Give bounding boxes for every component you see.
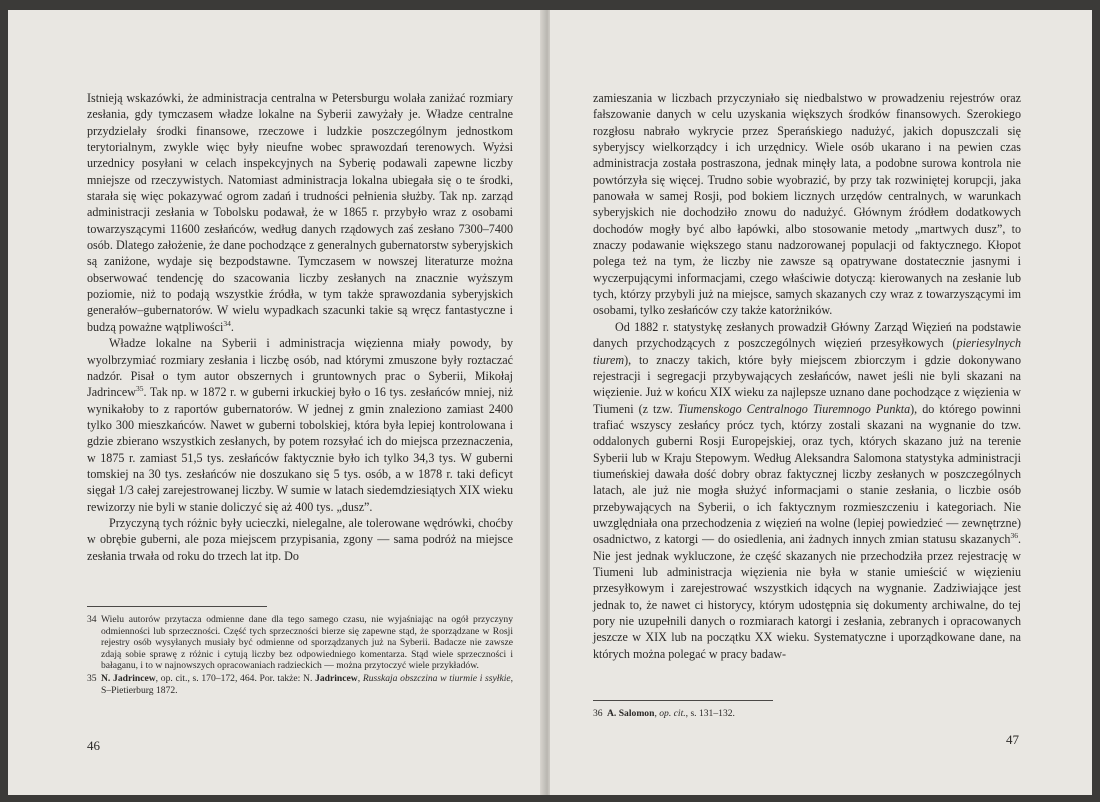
footnote: 36 A. Salomon, op. cit., s. 131–132. (593, 708, 735, 719)
footnote: 35 N. Jadrincew, op. cit., s. 170–172, 464. Por. także: N. Jadrincew, Russkaja obszczina w tiurmie i ssyłkie, S–Pietierburg 1872. (87, 672, 514, 696)
paragraph: Władze lokalne na Syberii i administracja więzienna miały powody, by wyolbrzymiać rozmiary zesłania i liczbę osób, nad którymi zmuszone były roztaczać nadzór. Pisał o tym autor obszernych i gruntownych prac o Syberii, Mikołaj Jadrincew$^{35}$. Tak np. w 1872 r. w guberni irkuckiej było o 16 tys. zesłańców mniej, niż wynikałoby to z raportów gubernatorów. W jednej z gmin znaleziono zamiast 2400 tylko 300 mieszkańców. Nawet w guberni tobolskiej, która była lepiej kontrolowana i gdzie zbierano wszystkich zesłanych, by potem rozsyłać ich do miejsca przeznaczenia, w 1875 r. zamiast 51,5 tys. zesłańców faktycznie było ich tylko 34,3 tys. W guberni tomskiej na 30 tys. zesłańców nie doszukano się 5 tys. osób, a w 1878 r. taki deficyt sięgał 1/3 całej zarejestrowanej liczby. W sumie w latach siedemdziesiątych XIX wieku rewizorzy nie byli w stanie doliczyć się aż 400 tys. „dusz”. (87, 336, 513, 514)
footnotes (87, 614, 513, 697)
paragraph: Przyczyną tych różnic były ucieczki, nielegalne, ale tolerowane wędrówki, choćby w obrębie guberni, ale poza miejscem przypisania, zgony — sama podróż na miejsce zesłania trwała od roku do trzech lat itp. Do (87, 515, 513, 563)
footnote-number: 34 (87, 614, 97, 625)
left-page-body (87, 90, 513, 564)
footnote-number: 36 (593, 708, 603, 719)
left-page (8, 10, 546, 795)
footnotes (593, 708, 1021, 721)
footnote-divider (593, 700, 773, 701)
page-number: 46 (87, 738, 100, 753)
footnote-divider (87, 606, 267, 607)
footnote-text: Wielu autorów przytacza odmienne dane dla tego samego czasu, nie wyjaśniając na ogół przyczyny odmienności lub sprzeczności. Część tych sprzeczności bierze się zapewne stąd, że sporządzane w Rosji rejestry osób wysyłanych musiały być odmienne od sporządzanych już na Syberii. Badacze nie zawsze zdają sobie sprawę z różnic i cytują liczby bez odpowiedniego komentarza. Stąd wiele sprzeczności i bałaganu, i to w najnowszych opracowaniach radzieckich — można przytoczyć wiele przykładów. (101, 614, 513, 672)
paragraph: zamieszania w liczbach przyczyniało się niedbalstwo w prowadzeniu rejestrów oraz fałszowanie danych w celu uzyskania większych środków finansowych. Szerokiego rozgłosu nabrało wykrycie przez Sperańskiego nadużyć, jakich dopuszczali się syberyjscy wielkorządcy i ich urzędnicy. Wiele osób ukarano i na pewien czas administracja została postraszona, jednak minęły lata, a podobne surowa kontrola nie powtórzyła się więcej. Trudno sobie wyobrazić, by przy tak rozwiniętej korupcji, jaka panowała w samej Rosji, pod bokiem licznych urzędów centralnych, w warunkach syberyjskich nie dochodziło znowu do nadużyć. Głównym źródłem dodatkowych dochodów mogły być albo łapówki, albo stosowanie metody „martwych dusz”, to znaczy podawanie większego stanu nadzorowanej populacji od faktycznego. Kłopot polega też na tym, że liczby nie zawsze są opatrywane dostatecznie jasnymi i wyczerpującymi informacjami, czego właściwie dotyczą: kierowanych na zesłanie lub tych, którzy przybyli już na miejsce, samych skazanych czy wraz z towarzyszącymi im osobami, tylko zesłańców czy także katorżników. (593, 91, 1021, 318)
footnote-ref[interactable]: 35 (136, 384, 144, 394)
paragraph: Od 1882 r. statystykę zesłanych prowadził Główny Zarząd Więzień na podstawie danych przychodzących z poszczególnych więzień przesyłkowych (pieriesylnych tiurem), to znaczy takich, które były miejscem zbiorczym i gdzie dokonywano rejestracji i segregacji przybywających zesłańców, nawet jeśli nie byli skazani na więzienie. Już w końcu XIX wieku za najlepsze uznano dane pochodzące z więzienia w Tiumeni (z tzw. Tiumenskogo Centralnogo Tiuremnogo Punkta), do którego powinni trafiać wszyscy zesłańcy prócz tych, którzy zostali skazani na wygnanie do tzw. oddalonych guberni Rosji Europejskiej, oraz tych, których skazano już na terenie Syberii lub w Kraju Stepowym. Według Aleksandra Salomona statystyka administracji tiumeńskiej dawała dość dobry obraz faktycznej liczby zesłanych w poszczególnych latach, ale już nie mogła służyć informacjami o stanie zesłania, o liczbie osób przebywających na Syberii, o ich faktycznym rozmieszczeniu i kategoriach. Nie uwzględniała ona przechodzenia z więzień na wolne (lepiej powiedzieć — zewnętrzne) osadnictwo, z katorgi — do osiedlenia, ani żadnych innych zmian statusu skazanych$^{36}$. Nie jest jednak wykluczone, że część skazanych nie przechodziła przez rejestrację w Tiumeni lub administracja więzienia nie była w stanie umieścić w więzieniu przesyłkowym i zarejestrować wszystkich idących na wygnanie. Zadziwiające jest jednak to, że nawet ci historycy, którym udostępnia się dokumenty archiwalne, do tej pory nie uzupełnili danych o rozmiarach katorgi i zesłania, zebranych i opracowanych jeszcze w XIX lub na początku XX wieku. Systematyczne i uporządkowane dane, na których można polegać w pracy badaw- (593, 319, 1022, 661)
right-page (550, 10, 1092, 795)
page-number: 47 (1006, 732, 1019, 747)
footnote-ref[interactable]: 36 (1010, 531, 1018, 541)
footnote-ref[interactable]: 34 (223, 318, 231, 328)
paragraph: Istnieją wskazówki, że administracja centralna w Petersburgu wolała zaniżać rozmiary zesłania, gdy tymczasem władze lokalne na Syberii zawyżały je. Władze centralne przydzielały środki finansowe, rzeczowe i ludzkie poszczególnym jednostkom terytorialnym, zwykle więc były nieufne wobec sprawozdań terenowych. Wyżsi urzednicy posyłani w celach inspekcyjnych na Syberię podawali zapewne liczby mniejsze od rzeczywistych. Natomiast administracja lokalna ubiegała się o te środki, starała się więc pokazywać ogrom zadań i trudności pełnienia służby. Tak np. zarząd administracji zesłania w Tobolsku podawał, że w 1865 r. przybyło wraz z osobami towarzyszącymi 11600 zesłańców, według danych rządowych zaś zesłano 7300–7400 osób. Dlatego założenie, że dane pochodzące z generalnych gubernatorstw syberyjskich są zaniżone, wydaje się bezpodstawne. Tymczasem w nowszej literaturze można obserwować tendencję do szacowania liczby zesłanych na znacznie wyższym poziomie, niż to podają wszystkie źródła, w tym także sprawozdania syberyjskich generałów–gubernatorów. W wielu wypadkach szacunki takie są wręcz fantastyczne i budzą poważne wątpliwości$^{34}$. (87, 91, 513, 334)
footnote-number: 35 (87, 672, 97, 684)
footnote (87, 614, 513, 672)
right-page-body (593, 90, 1021, 662)
